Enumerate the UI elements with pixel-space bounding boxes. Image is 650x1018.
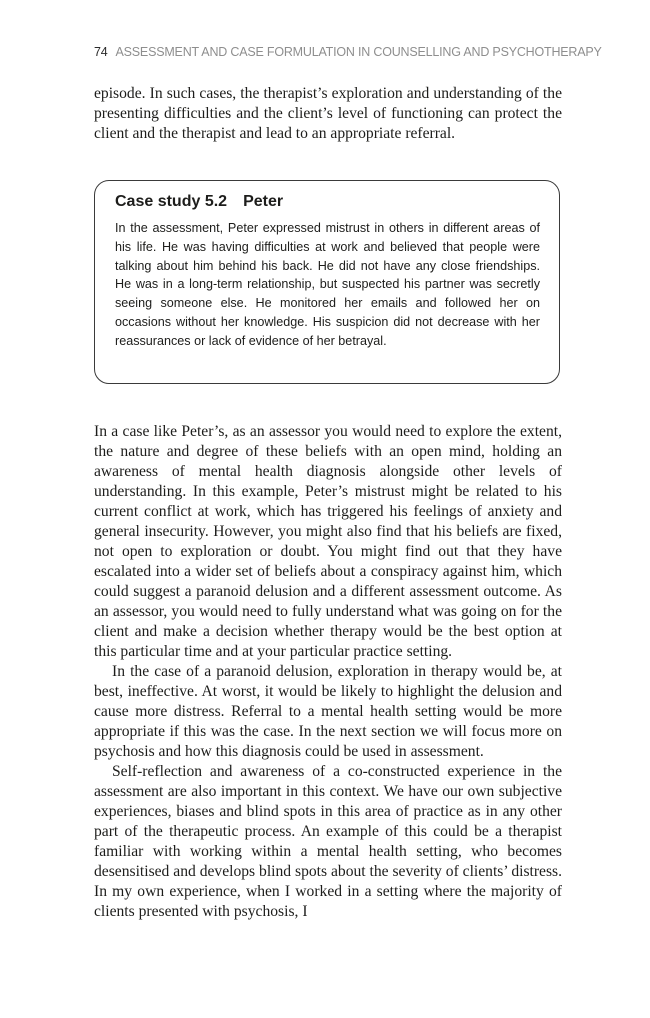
body-paragraph-3: Self-reflection and awareness of a co-constructed experience in the assessment are also important in this context. We have our own subjective experiences, biases and blind spots in this area of practice as in any other part of the therapeutic process. An example of this could be a therapist familiar with working within a mental health setting, who becomes desensitised and develops blind spots about the severity of clients’ distress. In my own experience, when I worked in a setting where the majority of clients presented with psychosis, I	[94, 763, 562, 920]
case-study-text: In the assessment, Peter expressed mistrust in others in different areas of his life. He was having difficulties at work and believed that people were talking about him behind his back. He did not have any close friendships. He was in a long-term relationship, but suspected his partner was secretly seeing someone else. He monitored her emails and followed her on occasions without her knowledge. His suspicion did not decrease with her reassurances or lack of evidence of her betrayal.	[115, 221, 540, 348]
page-number: 74	[94, 45, 108, 59]
running-header	[94, 45, 602, 59]
running-title: ASSESSMENT AND CASE FORMULATION IN COUNSELLING AND PSYCHOTHERAPY	[115, 45, 602, 59]
case-study-box	[94, 180, 560, 384]
body-paragraph-1: In a case like Peter’s, as an assessor you would need to explore the extent, the nature and degree of these beliefs with an open mind, holding an awareness of mental health diagnosis alongside other levels of understanding. In this example, Peter’s mistrust might be related to his current conflict at work, which has triggered his feelings of anxiety and general insecurity. However, you might also find that his beliefs are fixed, not open to exploration or doubt. You might find out that they have escalated into a wider set of beliefs about a conspiracy against him, which could suggest a paranoid delusion and a different assessment outcome. As an assessor, you would need to fully understand what was going on for the client and make a decision whether therapy would be the best option at this particular time and at your particular practice setting.	[94, 423, 562, 660]
case-study-label: Case study 5.2	[115, 193, 228, 210]
main-text	[94, 422, 562, 922]
case-study-heading	[115, 193, 540, 211]
continuation-paragraph: episode. In such cases, the therapist’s exploration and understanding of the presenting difficulties and the client’s level of functioning can protect the client and the therapist and lead to an appropriate referral.	[94, 85, 562, 142]
body-paragraph-2: In the case of a paranoid delusion, exploration in therapy would be, at best, ineffective. At worst, it would be likely to highlight the delusion and cause more distress. Referral to a mental health setting would be more appropriate if this was the case. In the next section we will focus more on psychosis and how this diagnosis could be used in assessment.	[94, 663, 562, 760]
case-study-name: Peter	[243, 193, 284, 210]
